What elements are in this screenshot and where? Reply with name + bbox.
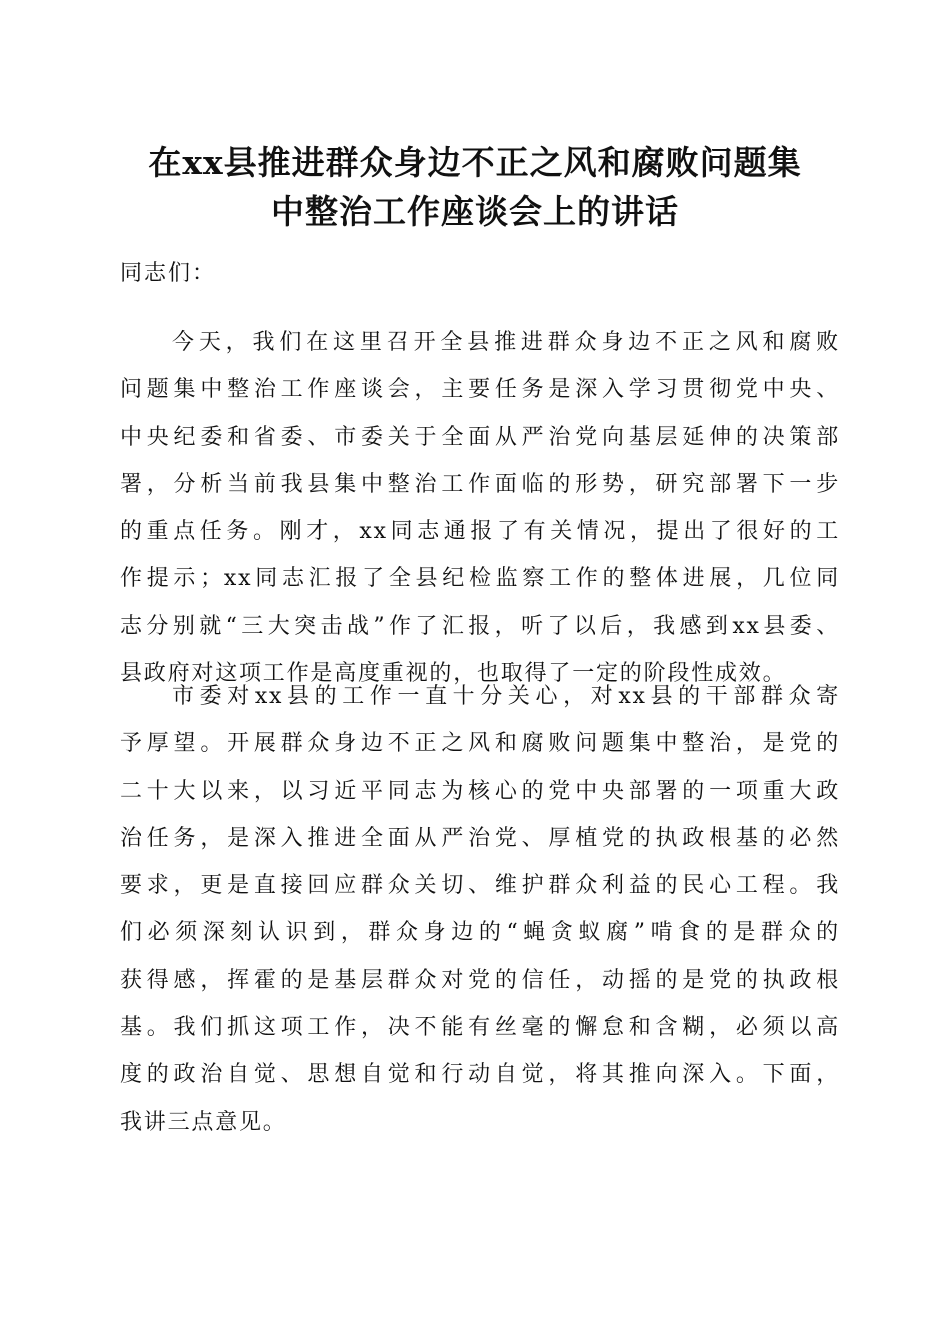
- paragraph-line: 作提示；xx同志汇报了全县纪检监察工作的整体进展，几位同: [120, 566, 840, 592]
- paragraph-line: 的重点任务。刚才，xx同志通报了有关情况，提出了很好的工: [120, 519, 840, 545]
- paragraph-line: 问题集中整治工作座谈会，主要任务是深入学习贯彻党中央、: [120, 377, 840, 403]
- salutation: 同志们：: [120, 261, 217, 286]
- paragraph-line: 度的政治自觉、思想自觉和行动自觉，将其推向深入。下面，: [120, 1062, 840, 1088]
- paragraph-line: 今天，我们在这里召开全县推进群众身边不正之风和腐败: [172, 330, 840, 355]
- paragraph-2: [120, 673, 840, 1146]
- document-title: [100, 138, 850, 236]
- paragraph-1: [120, 319, 840, 697]
- paragraph-line: 我讲三点意见。: [120, 1109, 287, 1135]
- title-line: 中整治工作座谈会上的讲话: [271, 192, 679, 231]
- paragraph-line: 要求，更是直接回应群众关切、维护群众利益的民心工程。我: [120, 873, 840, 899]
- paragraph-line: 署，分析当前我县集中整治工作面临的形势，研究部署下一步: [120, 471, 840, 497]
- paragraph-line: 中央纪委和省委、市委关于全面从严治党向基层延伸的决策部: [120, 424, 840, 450]
- paragraph-line: 市委对xx县的工作一直十分关心，对xx县的干部群众寄: [172, 684, 840, 709]
- paragraph-line: 二十大以来，以习近平同志为核心的党中央部署的一项重大政: [120, 778, 840, 804]
- paragraph-line: 县政府对这项工作是高度重视的，也取得了一定的阶段性成效。: [120, 661, 787, 687]
- paragraph-line: 们必须深刻认识到，群众身边的“蝇贪蚁腐”啃食的是群众的: [120, 920, 840, 946]
- paragraph-line: 治任务，是深入推进全面从严治党、厚植党的执政根基的必然: [120, 825, 840, 851]
- paragraph-line: 基。我们抓这项工作，决不能有丝毫的懈怠和含糊，必须以高: [120, 1015, 840, 1041]
- paragraph-line: 获得感，挥霍的是基层群众对党的信任，动摇的是党的执政根: [120, 967, 840, 993]
- paragraph-line: 予厚望。开展群众身边不正之风和腐败问题集中整治，是党的: [120, 731, 840, 757]
- paragraph-line: 志分别就“三大突击战”作了汇报，听了以后，我感到xx县委、: [120, 613, 840, 639]
- title-line: 在xx县推进群众身边不正之风和腐败问题集: [148, 143, 802, 182]
